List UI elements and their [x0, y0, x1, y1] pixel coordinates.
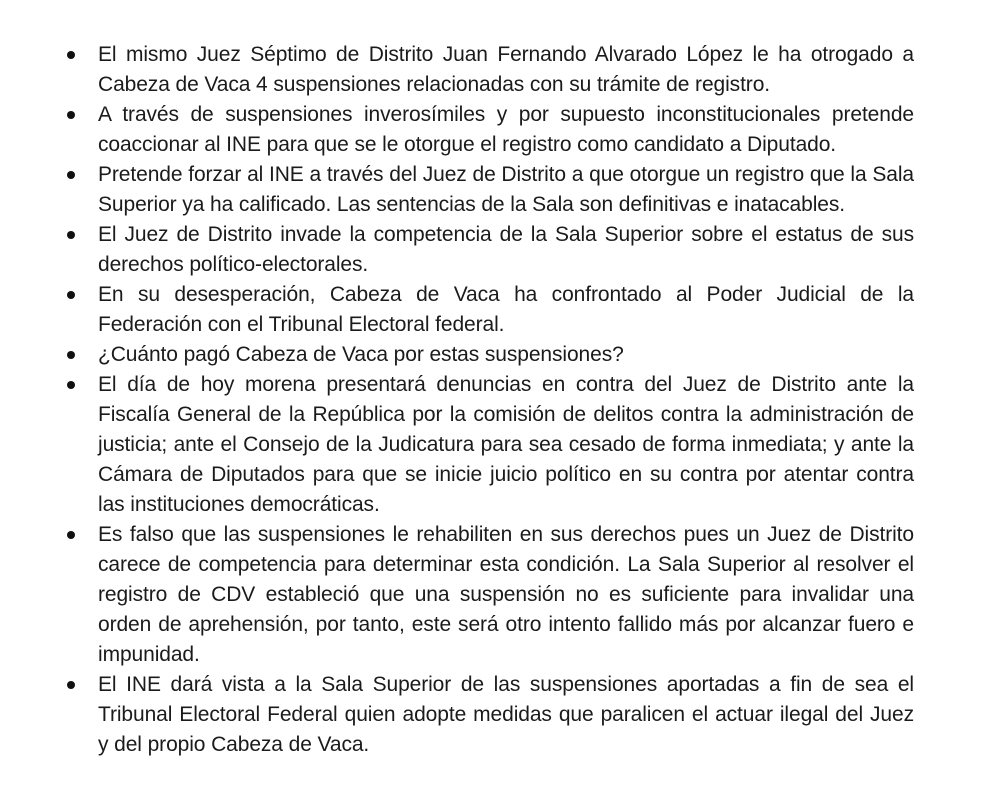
bullet-text: El INE dará vista a la Sala Superior de las suspensiones aportadas a fin de sea el Tribunal Electoral Federal quien adopte medidas que paralicen el actuar ilegal del Juez y del propio Cabeza de Vaca.: [98, 673, 914, 756]
bullet-icon: [67, 171, 75, 179]
bullet-text: Es falso que las suspensiones le rehabiliten en sus derechos pues un Juez de Distrito carece de competencia para determinar esta condición. La Sala Superior al resolver el registro de CDV estableció que una suspensión no es suficiente para invalidar una orden de aprehensión, por tanto, este será otro intento fallido más por alcanzar fuero e impunidad.: [98, 523, 914, 666]
bullet-text: El mismo Juez Séptimo de Distrito Juan Fernando Alvarado López le ha otrogado a Cabeza de Vaca 4 suspensiones relacionadas con su trámite de registro.: [98, 43, 914, 96]
bullet-text: En su desesperación, Cabeza de Vaca ha confrontado al Poder Judicial de la Federación con el Tribunal Electoral federal.: [98, 283, 914, 336]
list-item: [65, 340, 914, 370]
list-item: [65, 40, 914, 100]
bullet-icon: [67, 381, 75, 389]
bullet-text: A través de suspensiones inverosímiles y por supuesto inconstitucionales pretende coaccionar al INE para que se le otorgue el registro como candidato a Diputado.: [98, 103, 914, 156]
document-body: [65, 40, 914, 760]
list-item: [65, 520, 914, 670]
bullet-text: Pretende forzar al INE a través del Juez de Distrito a que otorgue un registro que la Sala Superior ya ha calificado. Las sentencias de la Sala son definitivas e inatacables.: [98, 163, 914, 216]
list-item: [65, 100, 914, 160]
bullet-icon: [67, 351, 75, 359]
bullet-text: El Juez de Distrito invade la competencia de la Sala Superior sobre el estatus de sus derechos político-electorales.: [98, 223, 914, 276]
list-item: [65, 280, 914, 340]
bullet-list: [65, 40, 914, 760]
bullet-text: ¿Cuánto pagó Cabeza de Vaca por estas suspensiones?: [98, 343, 624, 366]
bullet-icon: [67, 231, 75, 239]
bullet-icon: [67, 531, 75, 539]
bullet-icon: [67, 111, 75, 119]
bullet-icon: [67, 51, 75, 59]
bullet-icon: [67, 291, 75, 299]
list-item: [65, 220, 914, 280]
bullet-text: El día de hoy morena presentará denuncias en contra del Juez de Distrito ante la Fiscalía General de la República por la comisión de delitos contra la administración de justicia; ante el Consejo de la Judicatura para sea cesado de forma inmediata; y ante la Cámara de Diputados para que se inicie juicio político en su contra por atentar contra las instituciones democráticas.: [98, 373, 914, 516]
bullet-icon: [67, 681, 75, 689]
list-item: [65, 370, 914, 520]
list-item: [65, 670, 914, 760]
list-item: [65, 160, 914, 220]
